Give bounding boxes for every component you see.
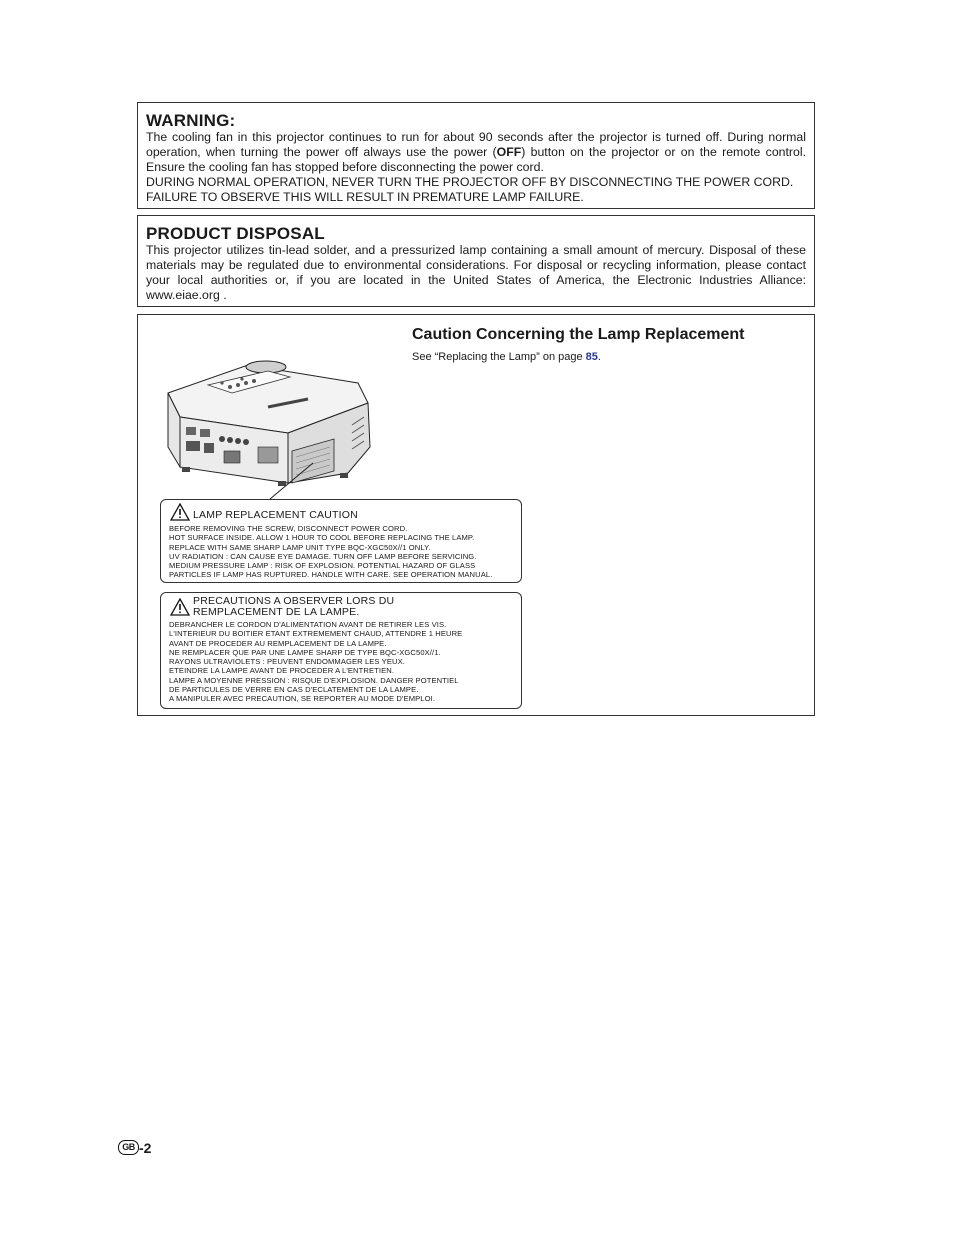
warning-text-a: The cooling fan in this projector continues to run for about 90 seconds after the projector is turned off. During normal operation, when turning the power off always use the power ( <box>146 130 806 159</box>
label-fr-heading-1: PRECAUTIONS A OBSERVER LORS DU <box>193 595 395 607</box>
disposal-text: This projector utilizes tin-lead solder, and a pressurized lamp containing a small amount of mercury. Disposal of these materials may be regulated due to environmental considerations. For disposal or recycling information, please contact your local authorities or, if you are located in the United States of America, the Electronic Industries Alliance: www.eiae.org . <box>146 243 806 302</box>
label-fr-line: AVANT DE PROCEDER AU REMPLACEMENT DE LA LAMPE. <box>169 638 387 648</box>
page-number: -2 <box>139 1139 152 1156</box>
see-end: . <box>597 351 601 363</box>
warning-triangle-icon <box>170 598 190 616</box>
lamp-caution-box <box>137 314 815 716</box>
see-reference <box>412 351 601 363</box>
label-en-body <box>169 524 492 580</box>
label-en-line: PARTICLES IF LAMP HAS RUPTURED. HANDLE WITH CARE. SEE OPERATION MANUAL. <box>169 570 493 580</box>
label-fr-line: DEBRANCHER LE CORDON D'ALIMENTATION AVANT DE RETIRER LES VIS. <box>169 620 447 629</box>
warning-box <box>137 102 815 209</box>
label-en-line: MEDIUM PRESSURE LAMP : RISK OF EXPLOSION. POTENTIAL HAZARD OF GLASS <box>169 561 476 571</box>
label-fr-line: LAMPE A MOYENNE PRESSION : RISQUE D'EXPLOSION. DANGER POTENTIEL <box>169 675 459 685</box>
warning-title: WARNING: <box>146 111 236 130</box>
product-disposal-box <box>137 215 815 307</box>
page-footer <box>118 1139 151 1155</box>
label-en-line: REPLACE WITH SAME SHARP LAMP UNIT TYPE BQC-XGC50X//1 ONLY. <box>169 542 431 552</box>
label-fr-heading-2: REMPLACEMENT DE LA LAMPE. <box>193 606 360 618</box>
label-en-line: HOT SURFACE INSIDE. ALLOW 1 HOUR TO COOL BEFORE REPLACING THE LAMP. <box>169 533 475 543</box>
label-fr-line: A MANIPULER AVEC PRECAUTION, SE REPORTER AU MODE D'EMPLOI. <box>169 694 436 704</box>
label-en-line: UV RADIATION : CAN CAUSE EYE DAMAGE. TURN OFF LAMP BEFORE SERVICING. <box>169 551 477 561</box>
label-en-heading: LAMP REPLACEMENT CAUTION <box>193 509 358 521</box>
label-fr-line: L'INTERIEUR DU BOITIER ETANT EXTREMEMENT CHAUD, ATTENDRE 1 HEURE <box>169 629 463 639</box>
lamp-caution-label-en <box>160 499 522 583</box>
label-fr-body <box>169 620 462 704</box>
lamp-caution-label-fr <box>160 592 522 709</box>
off-button-ref: OFF <box>496 145 522 159</box>
label-en-line: BEFORE REMOVING THE SCREW, DISCONNECT POWER CORD. <box>169 524 408 533</box>
page-link[interactable]: 85 <box>585 351 598 363</box>
region-badge: GB <box>118 1140 139 1155</box>
disposal-title: PRODUCT DISPOSAL <box>146 224 325 243</box>
label-fr-line: NE REMPLACER QUE PAR UNE LAMPE SHARP DE TYPE BQC-XGC50X//1. <box>169 647 441 657</box>
label-fr-line: ETEINDRE LA LAMPE AVANT DE PROCEDER A L'ENTRETIEN. <box>169 666 395 676</box>
label-fr-line: RAYONS ULTRAVIOLETS : PEUVENT ENDOMMAGER LES YEUX. <box>169 657 405 667</box>
label-fr-heading <box>193 596 394 618</box>
see-text: See “Replacing the Lamp” on page <box>412 351 586 363</box>
warning-paragraph-1 <box>146 130 806 175</box>
warning-text-b: ) button on the projector or on the remote control. Ensure the cooling fan has stopped before disconnecting the power cord. <box>146 145 806 174</box>
label-fr-line: DE PARTICULES DE VERRE EN CAS D'ECLATEMENT DE LA LAMPE. <box>169 685 419 695</box>
warning-triangle-icon <box>170 503 190 521</box>
lamp-caution-title: Caution Concerning the Lamp Replacement <box>412 326 745 343</box>
warning-paragraph-2: DURING NORMAL OPERATION, NEVER TURN THE PROJECTOR OFF BY DISCONNECTING THE POWER CORD. FAILURE TO OBSERVE THIS WILL RESULT IN PREMATURE LAMP FAILURE. <box>146 175 794 204</box>
